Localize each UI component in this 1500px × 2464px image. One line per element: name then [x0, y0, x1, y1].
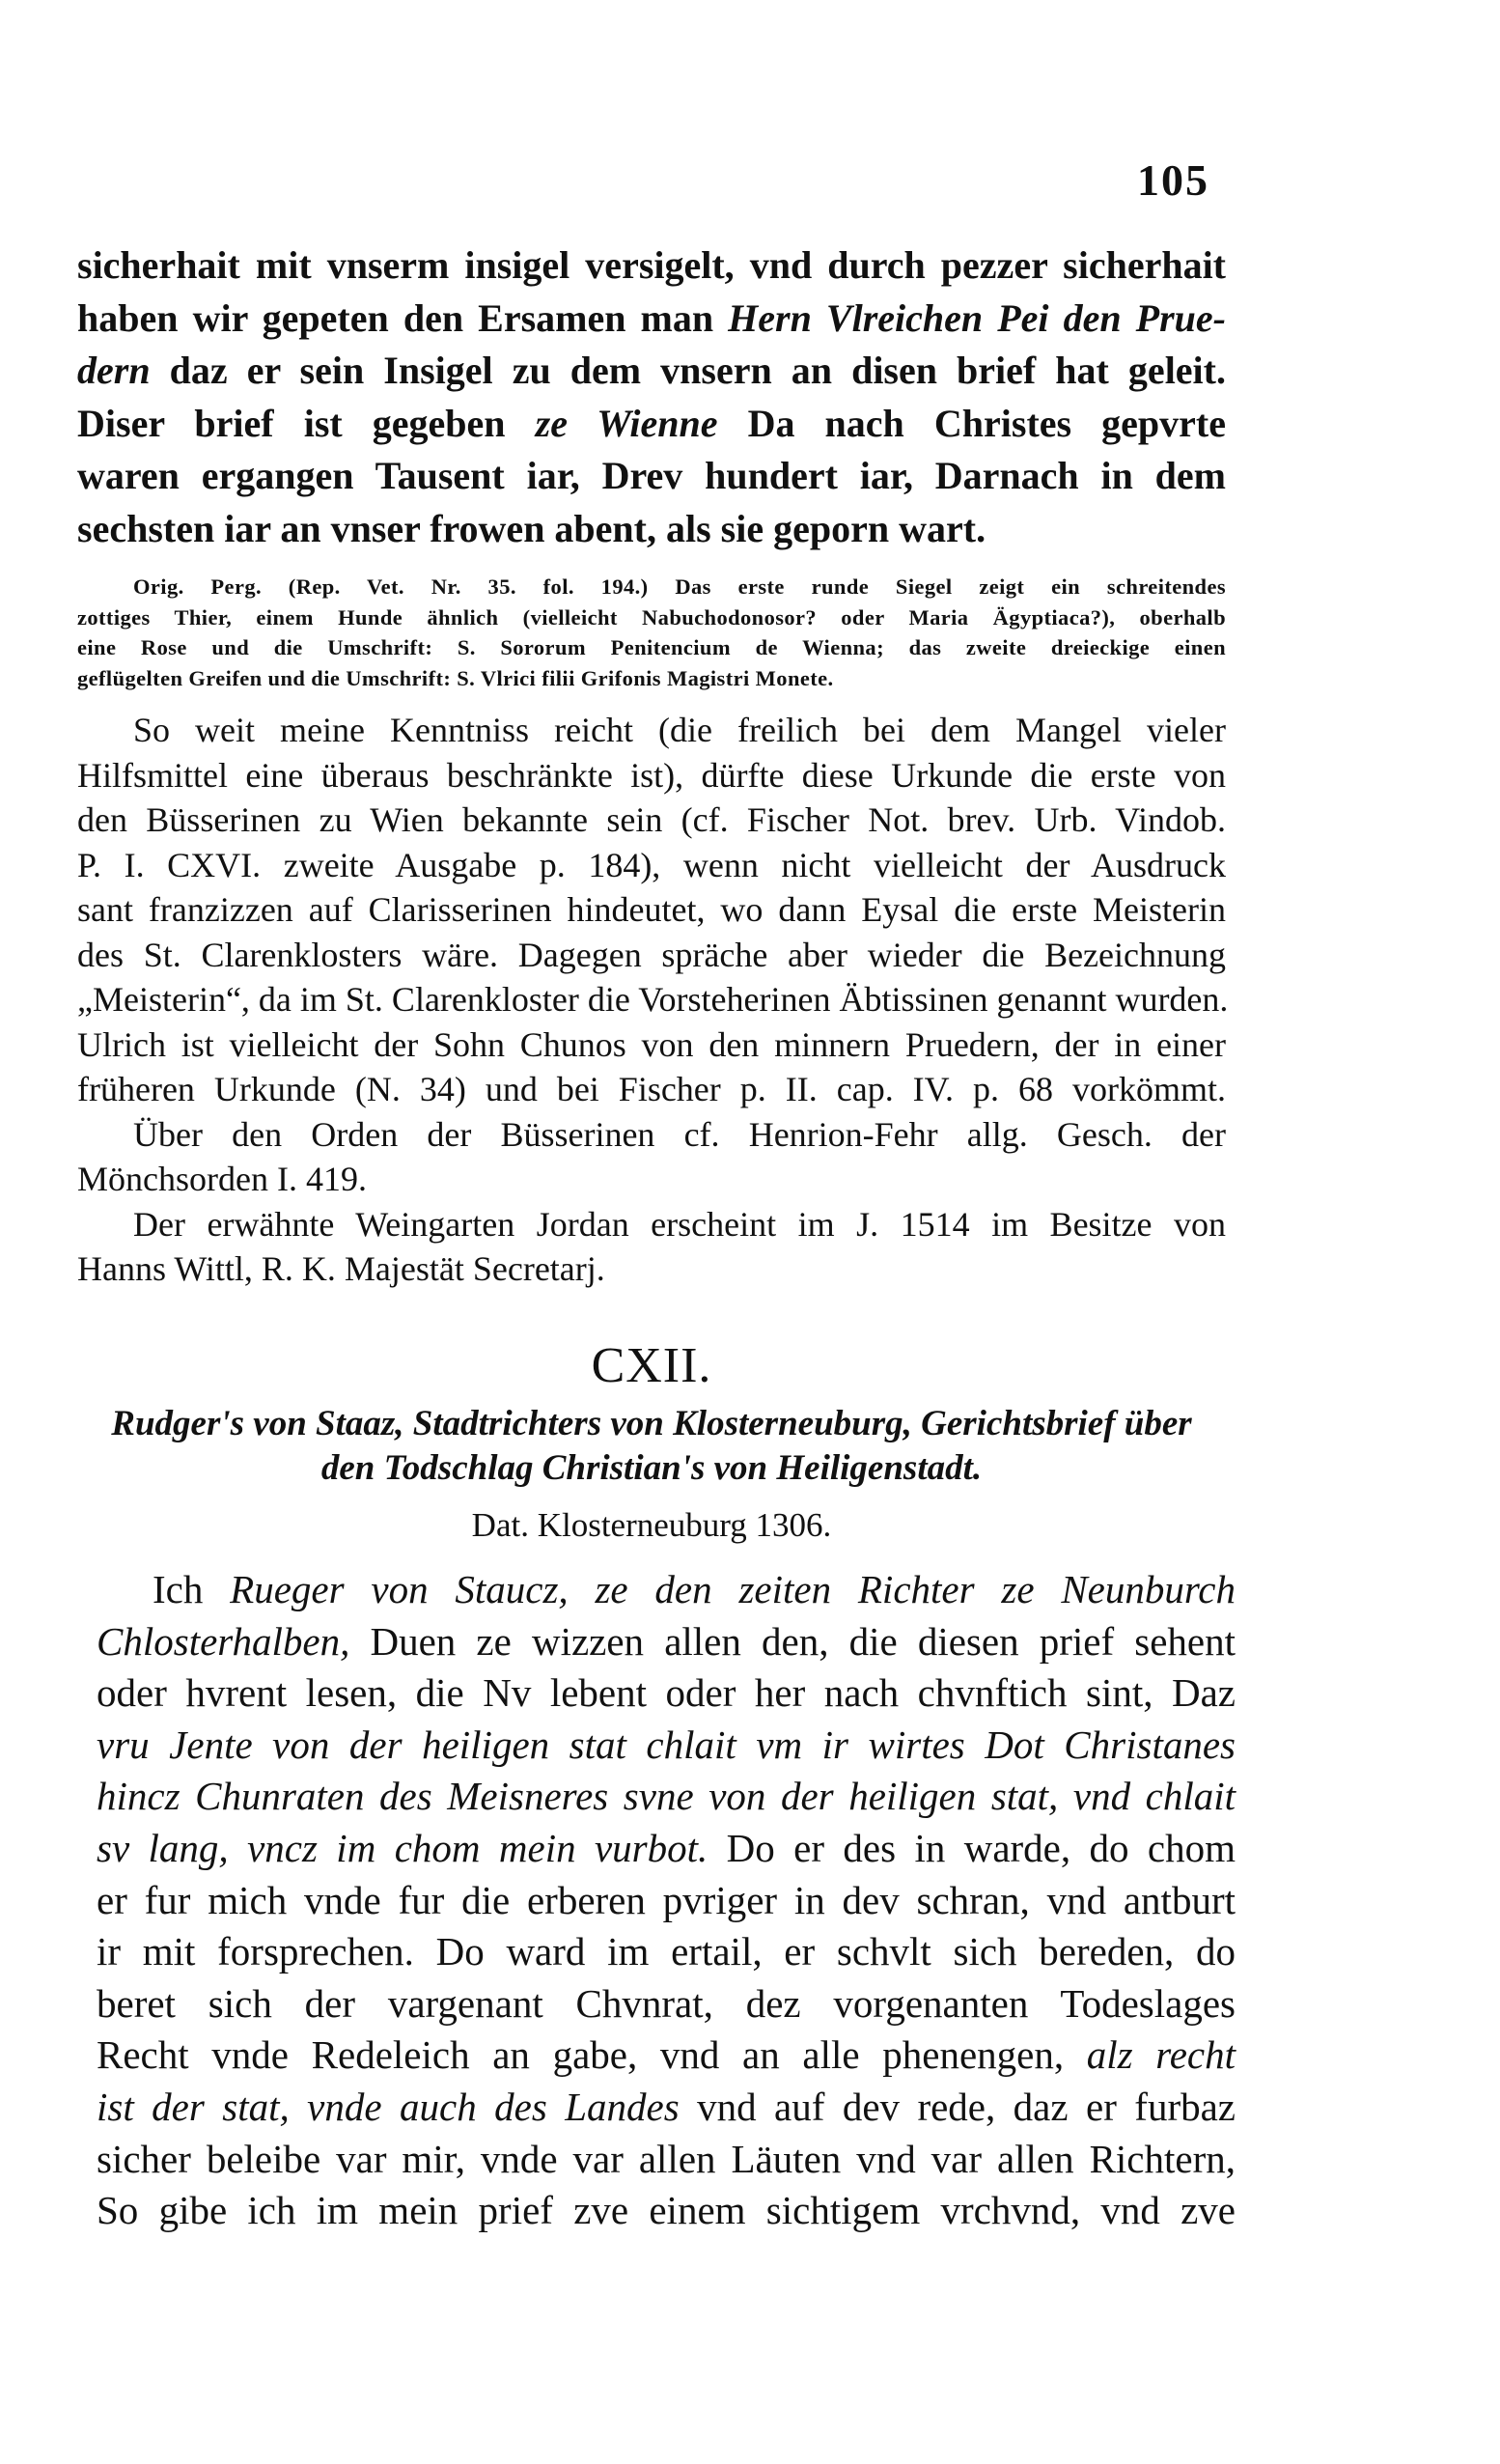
text-segment: sicher beleibe var mir, vnde var allen Läuten vnd var allen Richtern, [97, 2136, 1236, 2181]
italic-text-segment: Rueger von Staucz, ze den zeiten Richter ze Neunburch [230, 1567, 1236, 1611]
italic-text-segment: Hern Vlreichen Pei den Prue- [728, 295, 1226, 340]
text-line [97, 1667, 1236, 1720]
text-segment: oder hvrent lesen, die Nv lebent oder her nach chvnftich sint, Daz [97, 1670, 1236, 1716]
italic-text-segment: ist der stat, vnde auch des Landes [97, 2084, 680, 2129]
text-segment: sicherhait mit vnserm insigel versigelt, vnd durch pezzer sicherhait [77, 243, 1226, 287]
text-line [97, 1978, 1236, 2030]
text-line [97, 1616, 1236, 1668]
text-line: zottiges Thier, einem Hunde ähnlich (vielleicht Nabuchodonosor? oder Maria Ägyptiaca?), oberhalb [77, 604, 1226, 630]
charter-text [97, 1564, 1236, 2237]
text-segment: So gibe ich im mein prief zve einem sichtigem vrchvnd, vnd zve [97, 2188, 1236, 2233]
document-title [77, 1402, 1226, 1491]
italic-text-segment: alz recht [1086, 2032, 1236, 2078]
italic-text-segment: Chlosterhalben, [97, 1618, 350, 1664]
text-segment: Recht vnde Redeleich an gabe, vnd an alle phenengen, [97, 2032, 1087, 2078]
text-line: Hilfsmittel eine überaus beschränkte ist), dürfte diese Urkunde die erste von [77, 755, 1226, 795]
text-line: eine Rose und die Umschrift: S. Sororum Penitencium de Wienna; das zweite dreieckige einen [77, 635, 1226, 659]
italic-text-segment: ze Wienne [535, 401, 718, 445]
text-line: Hanns Wittl, R. K. Majestät Secretarj. [77, 1249, 605, 1288]
archival-note [77, 572, 1226, 693]
text-segment: Da nach Christes gepvrte [717, 401, 1226, 445]
document-number-heading: CXII. [591, 1338, 712, 1393]
text-line: Orig. Perg. (Rep. Vet. Nr. 35. fol. 194.) Das erste runde Siegel zeigt ein schreitendes [133, 574, 1226, 599]
text-segment: Duen ze wizzen allen den, die diesen prief sehent [349, 1618, 1236, 1664]
text-line: Mönchsorden I. 419. [77, 1160, 367, 1198]
text-segment: ir mit forsprechen. Do ward im ertail, er schvlt sich bereden, do [97, 1929, 1236, 1974]
text-line [77, 239, 1226, 293]
document-date-line: Dat. Klosterneuburg 1306. [471, 1506, 832, 1544]
text-line [77, 503, 1226, 556]
text-line [97, 1771, 1236, 1823]
italic-text-segment: vru Jente von der heiligen stat chlait vm ir wirtes Dot Christanes [97, 1722, 1236, 1767]
charter-continuation-paragraph [77, 239, 1226, 555]
text-line [97, 1875, 1236, 1927]
text-line: geflügelten Greifen und die Umschrift: S. Vlrici filii Grifonis Magistri Monete. [77, 665, 834, 690]
text-line: So weit meine Kenntniss reicht (die freilich bei dem Mangel vieler [133, 711, 1226, 749]
text-segment: waren ergangen Tausent iar, Drev hundert iar, Darnach in dem [77, 454, 1226, 497]
text-line [97, 2185, 1236, 2237]
text-segment: haben wir gepeten den Ersamen man [77, 295, 729, 340]
text-line: Über den Orden der Büsserinen cf. Henrion-Fehr allg. Gesch. der [133, 1114, 1226, 1154]
text-segment: er fur mich vnde fur die erberen pvriger in dev schran, vnd antburt [97, 1877, 1236, 1922]
text-segment: daz er sein Insigel zu dem vnsern an disen brief hat geleit. [150, 349, 1226, 392]
text-line [77, 450, 1226, 503]
text-line [97, 1720, 1236, 1772]
editorial-commentary [77, 708, 1229, 1292]
text-segment: vnd auf dev rede, daz er furbaz [679, 2084, 1236, 2129]
text-line: früheren Urkunde (N. 34) und bei Fischer p. II. cap. IV. p. 68 vorkömmt. [77, 1070, 1226, 1108]
text-line [77, 345, 1226, 398]
text-line [77, 398, 1226, 451]
text-line: sant franzizzen auf Clarisserinen hindeutet, wo dann Eysal die erste Meisterin [77, 890, 1226, 929]
text-line [97, 1823, 1236, 1875]
italic-text-segment: hincz Chunraten des Meisneres svne von der heiligen stat, vnd chlait [97, 1774, 1236, 1819]
text-line: den Büsserinen zu Wien bekannte sein (cf. Fischer Not. brev. Urb. Vindob. [77, 800, 1226, 839]
text-line: des St. Clarenklosters wäre. Dagegen spräche aber wieder die Bezeichnung [77, 935, 1226, 974]
text-segment: Diser brief ist gegeben [77, 401, 536, 445]
text-segment: sechsten iar an vnser frowen abent, als sie geporn wart. [77, 506, 986, 550]
page-number: 105 [1137, 155, 1209, 205]
text-segment: Do er des in warde, do chom [708, 1825, 1236, 1870]
text-line [97, 2030, 1236, 2082]
text-line [77, 293, 1226, 346]
text-line: Der erwähnte Weingarten Jordan erscheint im J. 1514 im Besitze von [133, 1204, 1226, 1244]
text-line [97, 2082, 1236, 2134]
italic-text-segment: sv lang, vncz im chom mein vurbot. [97, 1825, 708, 1870]
text-line: P. I. CXVI. zweite Ausgabe p. 184), wenn nicht vielleicht der Ausdruck [77, 845, 1226, 884]
text-segment: Ich [153, 1567, 231, 1611]
text-line [97, 2134, 1236, 2186]
italic-text-segment: dern [77, 349, 151, 392]
document-title-line: den Todschlag Christian's von Heiligenstadt. [320, 1448, 983, 1488]
text-line: Ulrich ist vielleicht der Sohn Chunos von den minnern Pruedern, der in einer [77, 1024, 1226, 1064]
text-line [97, 1564, 1236, 1616]
text-line [97, 1926, 1236, 1978]
text-segment: beret sich der vargenant Chvnrat, dez vorgenanten Todeslages [97, 1980, 1236, 2026]
document-title-line: Rudger's von Staaz, Stadtrichters von Klosterneuburg, Gerichtsbrief über [111, 1404, 1192, 1443]
text-line: „Meisterin“, da im St. Clarenkloster die Vorsteherinen Äbtissinen genannt wurden. [77, 980, 1229, 1019]
